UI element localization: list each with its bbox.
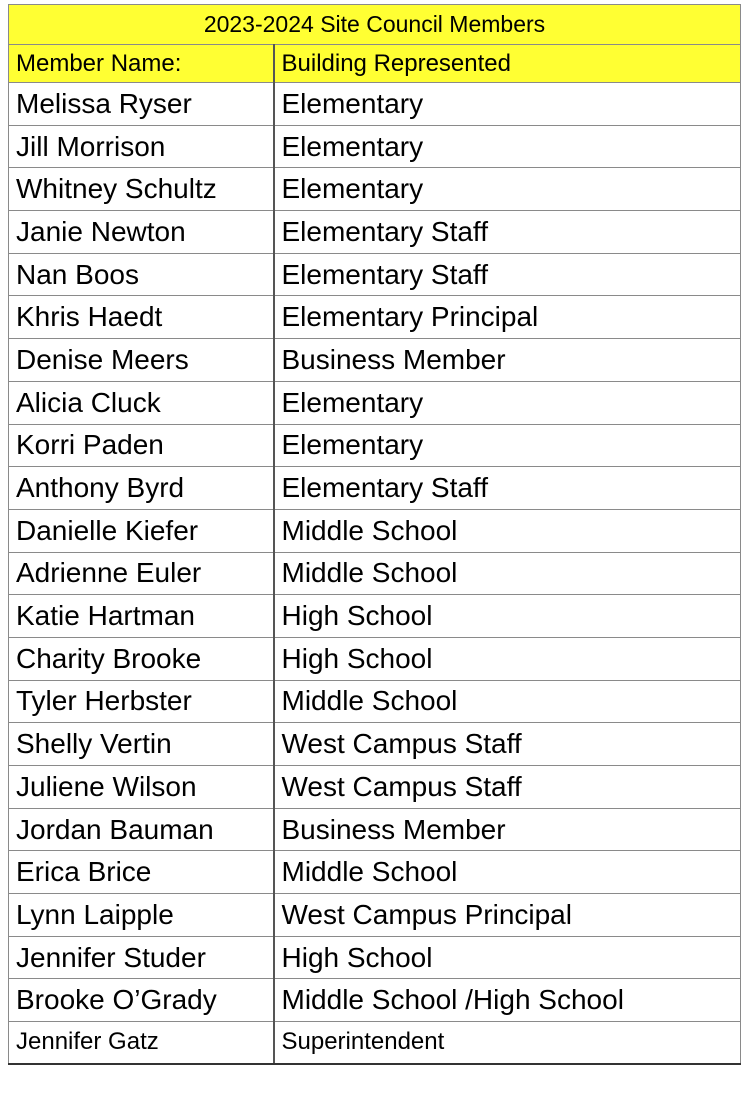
member-name-cell: Jill Morrison [9, 125, 274, 168]
member-name-cell: Tyler Herbster [9, 680, 274, 723]
member-name-cell: Jennifer Gatz [9, 1022, 274, 1064]
member-name-cell: Shelly Vertin [9, 723, 274, 766]
table-row [9, 894, 741, 937]
header-building-represented: Building Represented [274, 45, 741, 83]
table-row [9, 552, 741, 595]
building-represented-cell: Elementary [274, 125, 741, 168]
table-row [9, 637, 741, 680]
building-represented-cell: West Campus Staff [274, 766, 741, 809]
table-row [9, 296, 741, 339]
building-represented-cell: High School [274, 595, 741, 638]
member-name-cell: Korri Paden [9, 424, 274, 467]
member-name-cell: Jordan Bauman [9, 808, 274, 851]
building-represented-cell: Elementary [274, 424, 741, 467]
member-name-cell: Lynn Laipple [9, 894, 274, 937]
table-row [9, 339, 741, 382]
member-name-cell: Danielle Kiefer [9, 509, 274, 552]
member-name-cell: Alicia Cluck [9, 381, 274, 424]
table-row [9, 381, 741, 424]
building-represented-cell: Middle School [274, 680, 741, 723]
table-row [9, 211, 741, 254]
table-row [9, 253, 741, 296]
table-header-row [9, 45, 741, 83]
table-row [9, 723, 741, 766]
table-row [9, 936, 741, 979]
table-row [9, 83, 741, 126]
table-row [9, 467, 741, 510]
building-represented-cell: Elementary Staff [274, 467, 741, 510]
table-row [9, 766, 741, 809]
member-name-cell: Anthony Byrd [9, 467, 274, 510]
member-name-cell: Janie Newton [9, 211, 274, 254]
table-row [9, 1022, 741, 1064]
member-name-cell: Denise Meers [9, 339, 274, 382]
member-name-cell: Whitney Schultz [9, 168, 274, 211]
member-name-cell: Brooke O’Grady [9, 979, 274, 1022]
member-name-cell: Katie Hartman [9, 595, 274, 638]
building-represented-cell: Elementary [274, 168, 741, 211]
table-row [9, 979, 741, 1022]
member-name-cell: Khris Haedt [9, 296, 274, 339]
table-row [9, 168, 741, 211]
member-name-cell: Jennifer Studer [9, 936, 274, 979]
member-name-cell: Melissa Ryser [9, 83, 274, 126]
member-name-cell: Erica Brice [9, 851, 274, 894]
sheet-title: 2023-2024 Site Council Members [8, 4, 741, 44]
table-row [9, 424, 741, 467]
building-represented-cell: West Campus Staff [274, 723, 741, 766]
building-represented-cell: Middle School [274, 552, 741, 595]
building-represented-cell: Middle School [274, 851, 741, 894]
table-row [9, 595, 741, 638]
building-represented-cell: Elementary Staff [274, 253, 741, 296]
table-row [9, 125, 741, 168]
site-council-sheet [8, 4, 741, 1065]
member-name-cell: Charity Brooke [9, 637, 274, 680]
member-name-cell: Adrienne Euler [9, 552, 274, 595]
building-represented-cell: West Campus Principal [274, 894, 741, 937]
building-represented-cell: Business Member [274, 339, 741, 382]
table-row [9, 680, 741, 723]
members-table [8, 44, 741, 1065]
building-represented-cell: Superintendent [274, 1022, 741, 1064]
header-member-name: Member Name: [9, 45, 274, 83]
building-represented-cell: Elementary [274, 381, 741, 424]
building-represented-cell: Elementary Staff [274, 211, 741, 254]
building-represented-cell: High School [274, 936, 741, 979]
member-name-cell: Juliene Wilson [9, 766, 274, 809]
table-row [9, 808, 741, 851]
member-name-cell: Nan Boos [9, 253, 274, 296]
building-represented-cell: High School [274, 637, 741, 680]
building-represented-cell: Middle School /High School [274, 979, 741, 1022]
building-represented-cell: Business Member [274, 808, 741, 851]
building-represented-cell: Elementary [274, 83, 741, 126]
table-row [9, 509, 741, 552]
building-represented-cell: Elementary Principal [274, 296, 741, 339]
table-row [9, 851, 741, 894]
building-represented-cell: Middle School [274, 509, 741, 552]
